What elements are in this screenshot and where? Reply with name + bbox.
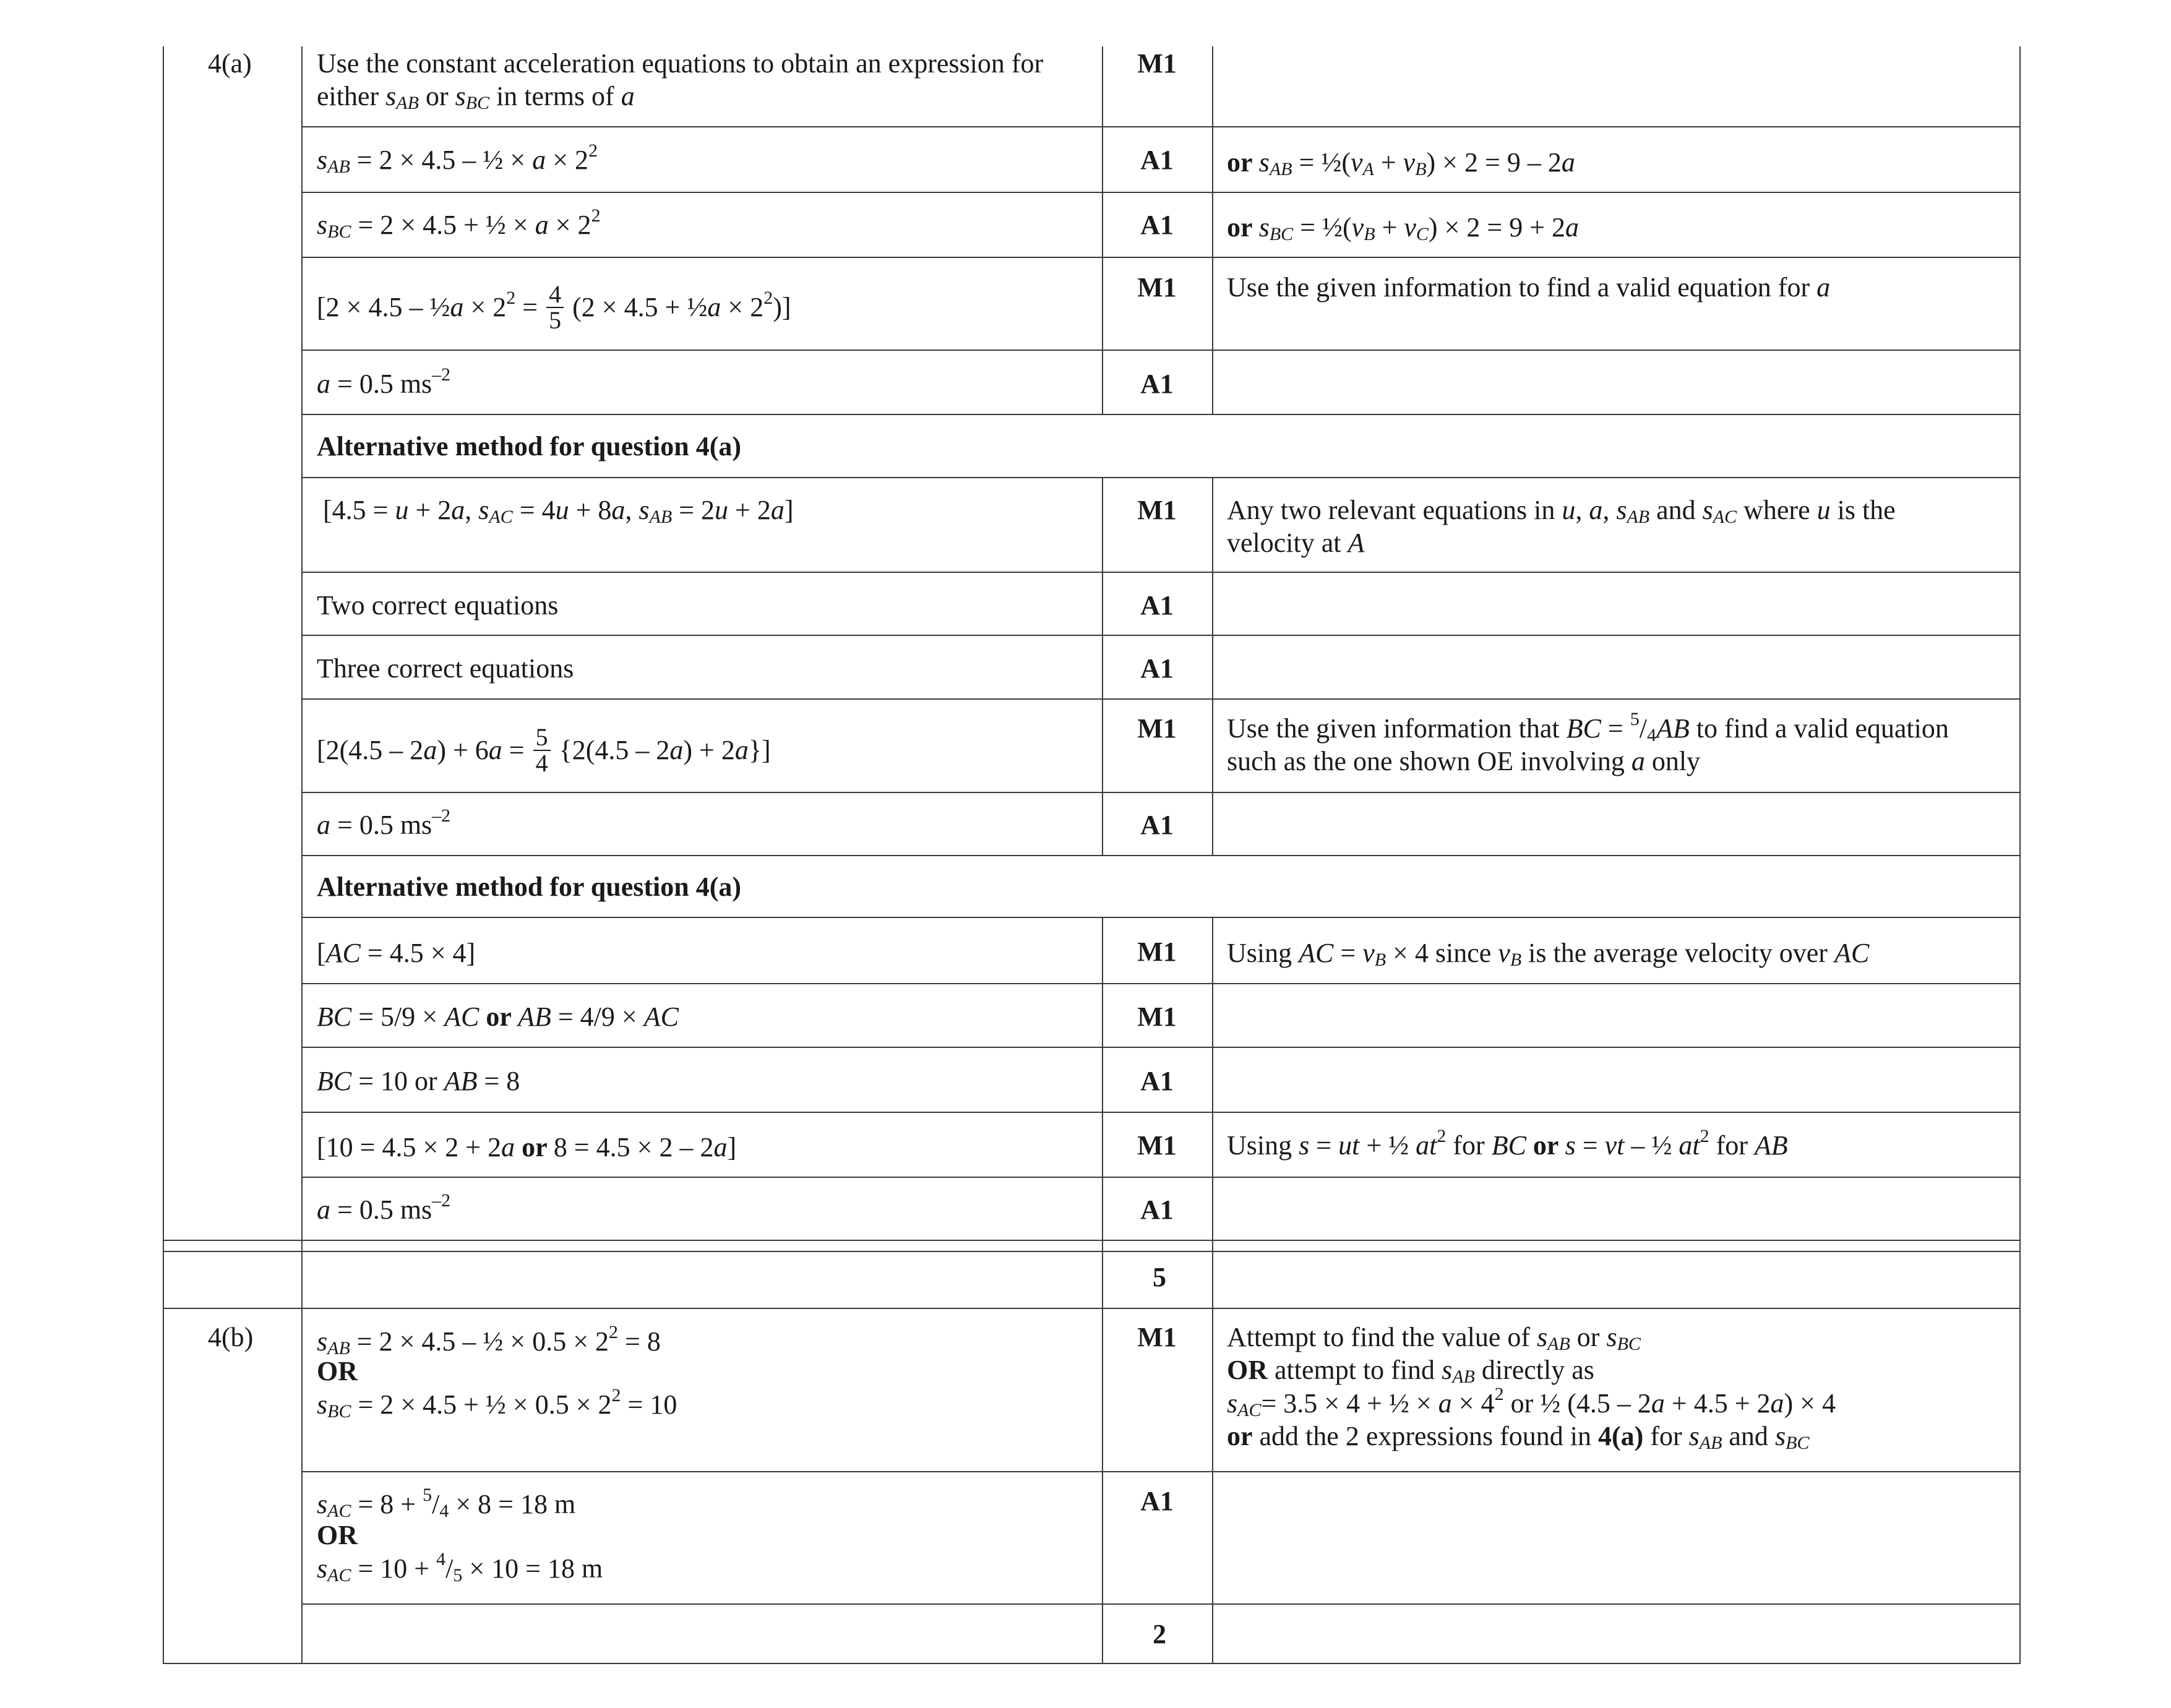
guidance-note: Attempt to find the value of $s_{AB}$ or $s_{BC}$ xyxy=(1227,1322,1641,1354)
mark-code: M1 xyxy=(1137,937,1177,967)
answer-equation: $s_{AC} = 10 + ^4/_5 \times 10 = 18$ m xyxy=(317,1549,603,1586)
answer-text: Two correct equations xyxy=(317,590,559,620)
answer-equation: $s_{BC} = 2 \times 4.5$ + ½ × $a \times 2^2$ xyxy=(317,205,601,242)
mark-code: M1 xyxy=(1137,1130,1177,1161)
answer-equation: BC = 5/9 × AC or AB = 4/9 × AC xyxy=(317,1002,679,1032)
guidance-note: or $s_{AB}$ = $\frac{1}{2}(v_A + v_B) \times 2 = 9 - 2a$ xyxy=(1227,147,1575,179)
grid-line xyxy=(301,257,2021,258)
guidance-note: Use the given information to find a valid equation for a xyxy=(1227,272,1831,303)
mark-code: A1 xyxy=(1140,1195,1174,1225)
guidance-note: Any two relevant equations in u, a, $s_{AB}$ and $s_{AC}$ where u is the xyxy=(1227,495,1896,527)
grid-line xyxy=(163,46,164,1664)
grid-line xyxy=(163,1308,2021,1309)
mark-code: M1 xyxy=(1137,272,1177,303)
guidance-note: Using s = ut + ½ $at^2$ for BC or s = vt – ½ $at^2$ for AB xyxy=(1227,1126,1788,1161)
guidance-note: Using AC = $v_B \times 4$ since $v_B$ is the average velocity over AC xyxy=(1227,938,1870,970)
answer-or: OR xyxy=(317,1356,358,1386)
guidance-note: or add the 2 expressions found in 4(a) for $s_{AB}$ and $s_{BC}$ xyxy=(1227,1421,1810,1453)
grid-line xyxy=(1212,46,1213,415)
grid-line xyxy=(301,126,2021,127)
grid-line xyxy=(301,698,2021,700)
grid-line xyxy=(301,917,2021,918)
mark-code: M1 xyxy=(1137,713,1177,744)
mark-code: A1 xyxy=(1140,210,1174,240)
grid-line xyxy=(1212,478,1213,855)
mark-code: A1 xyxy=(1140,1066,1174,1096)
answer-equation: $s_{BC} = 2 \times 4.5$ + ½ × $0.5 \times 2^2 = 10$ xyxy=(317,1385,677,1422)
grid-line xyxy=(163,1251,2021,1252)
guidance-note: such as the one shown OE involving a only xyxy=(1227,746,1701,776)
answer-text: either $s_{AB}$ or $s_{BC}$ in terms of a xyxy=(317,81,635,113)
grid-line xyxy=(301,1047,2021,1048)
answer-equation: [10 = 4.5 × 2 + 2a or 8 = 4.5 × 2 – 2a] xyxy=(317,1132,737,1162)
mark-code: A1 xyxy=(1140,1486,1174,1516)
answer-equation: BC = 10 or AB = 8 xyxy=(317,1066,520,1096)
fraction: $\frac{4}{5}$ xyxy=(546,282,564,333)
mark-code: M1 xyxy=(1137,495,1177,525)
grid-line xyxy=(301,572,2021,573)
grid-line xyxy=(301,1471,2021,1472)
grid-line xyxy=(301,350,2021,351)
grid-line xyxy=(163,1663,2021,1664)
mark-code: A1 xyxy=(1140,653,1174,684)
grid-line xyxy=(301,983,2021,984)
guidance-note: OR attempt to find $s_{AB}$ directly as xyxy=(1227,1355,1594,1387)
answer-equation: a = 0.5 $ms^{-2}$ xyxy=(317,1190,451,1225)
mark-code: A1 xyxy=(1140,810,1174,840)
answer-text: Use the constant acceleration equations to obtain an expression for xyxy=(317,48,1044,79)
answer-equation: a = 0.5 $ms^{-2}$ xyxy=(317,805,451,840)
answer-equation: $s_{AC} = 8 + ^5/_4 \times 8 = 18$ m xyxy=(317,1485,576,1521)
fraction: $\frac{5}{4}$ xyxy=(533,725,551,776)
grid-line xyxy=(301,792,2021,793)
grid-line xyxy=(301,477,2021,478)
marks-total: 2 xyxy=(1153,1619,1166,1649)
answer-or: OR xyxy=(317,1520,358,1550)
marks-total: 5 xyxy=(1153,1262,1166,1292)
mark-code: A1 xyxy=(1140,590,1174,620)
answer-equation: [4.5 = u + 2a, $s_{AC} = 4u + 8a$, $s_{AB} = 2u + 2a$] xyxy=(323,495,794,527)
answer-equation: $s_{AB} = 2 \times 4.5$ – ½ × $a \times 2^2$ xyxy=(317,140,598,177)
answer-text: Three correct equations xyxy=(317,653,574,684)
question-label: 4(b) xyxy=(208,1322,254,1352)
grid-line xyxy=(301,1177,2021,1178)
mark-code: A1 xyxy=(1140,369,1174,399)
grid-line xyxy=(301,414,2021,415)
answer-equation: [AC = 4.5 × 4] xyxy=(317,938,476,968)
grid-line xyxy=(301,1112,2021,1113)
mark-code: M1 xyxy=(1137,1002,1177,1032)
mark-code: M1 xyxy=(1137,1322,1177,1352)
grid-line xyxy=(301,192,2021,193)
grid-line xyxy=(163,1240,2021,1241)
guidance-note: Use the given information that BC = $^5/_4AB$ to find a valid equation xyxy=(1227,709,1949,745)
answer-equation: a = 0.5 $ms^{-2}$ xyxy=(317,364,451,399)
guidance-note: or $s_{BC}$ = $\frac{1}{2}(v_B + v_C) \times 2 = 9 + 2a$ xyxy=(1227,212,1580,244)
grid-line xyxy=(301,635,2021,636)
question-label: 4(a) xyxy=(208,48,252,79)
mark-code: A1 xyxy=(1140,145,1174,175)
section-heading: Alternative method for question 4(a) xyxy=(317,872,741,902)
answer-equation: [2 × 4.5 – ½a × $2^2$ = $\frac{4}{5}$ (2 × 4.5 + ½a × $2^2$)] xyxy=(317,280,791,334)
answer-equation: $s_{AB} = 2 \times 4.5$ – ½ × $0.5 \times 2^2 = 8$ xyxy=(317,1322,661,1358)
guidance-note: $s_{AC}= 3.5 \times 4$ + ½ × $a \times 4^2$ or ½ (4.5 – 2a + 4.5 + 2a) × 4 xyxy=(1227,1384,1836,1420)
section-heading: Alternative method for question 4(a) xyxy=(317,431,741,461)
answer-equation: [2(4.5 – 2a) + 6a = $\frac{5}{4}$ {2(4.5 – 2a) + 2a}] xyxy=(317,723,771,777)
guidance-note: velocity at A xyxy=(1227,528,1365,558)
grid-line xyxy=(301,1603,2021,1605)
grid-line xyxy=(301,855,2021,856)
mark-code: M1 xyxy=(1137,48,1177,79)
